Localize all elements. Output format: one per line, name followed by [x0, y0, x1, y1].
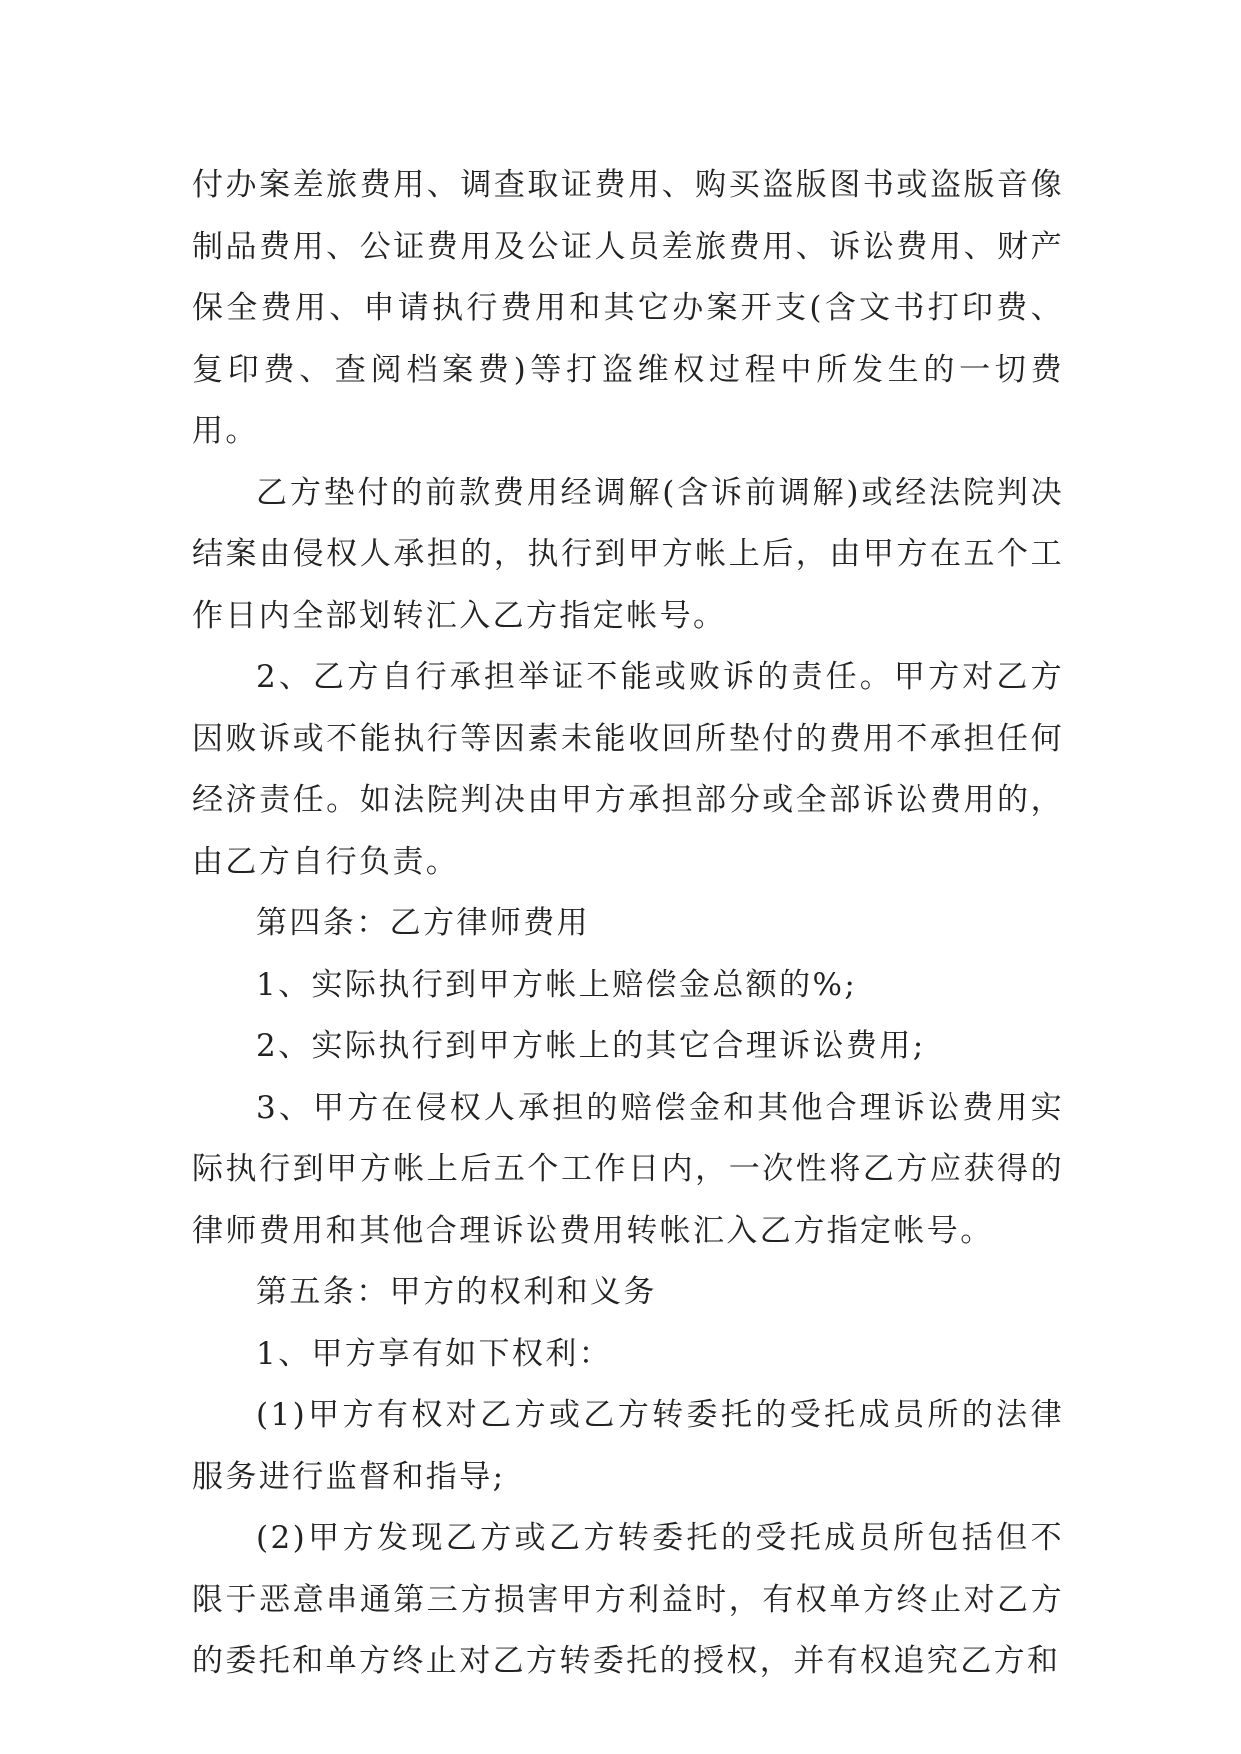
article-4-item-3: 3、甲方在侵权人承担的赔偿金和其他合理诉讼费用实际执行到甲方帐上后五个工作日内，一次性将乙方应获得的律师费用和其他合理诉讼费用转帐汇入乙方指定帐号。	[192, 1089, 1064, 1249]
paragraph-burden-of-proof: 2、乙方自行承担举证不能或败诉的责任。甲方对乙方因败诉或不能执行等因素未能收回所垫付的费用不承担任何经济责任。如法院判决由甲方承担部分或全部诉讼费用的，由乙方自行负责。	[192, 659, 1064, 880]
article-4-heading: 第四条：乙方律师费用	[256, 905, 590, 941]
article-5-heading: 第五条：甲方的权利和义务	[256, 1274, 657, 1310]
article-5-subitem-1: (1)甲方有权对乙方或乙方转委托的受托成员所的法律服务进行监督和指导;	[192, 1397, 1064, 1495]
article-4-item-1: 1、实际执行到甲方帐上赔偿金总额的%;	[256, 966, 858, 1003]
document-body	[192, 155, 1064, 1693]
paragraph-advance-reimbursement: 乙方垫付的前款费用经调解(含诉前调解)或经法院判决结案由侵权人承担的，执行到甲方帐上后，由甲方在五个工作日内全部划转汇入乙方指定帐号。	[192, 474, 1064, 634]
article-4-item-2: 2、实际执行到甲方帐上的其它合理诉讼费用;	[256, 1028, 926, 1064]
paragraph-expense-list: 付办案差旅费用、调查取证费用、购买盗版图书或盗版音像制品费用、公证费用及公证人员差旅费用、诉讼费用、财产保全费用、申请执行费用和其它办案开支(含文书打印费、复印费、查阅档案费)等打盗维权过程中所发生的一切费用。	[192, 167, 1064, 449]
article-5-subitem-2: (2)甲方发现乙方或乙方转委托的受托成员所包括但不限于恶意串通第三方损害甲方利益时，有权单方终止对乙方的委托和单方终止对乙方转委托的授权，并有权追究乙方和	[192, 1520, 1064, 1679]
article-5-item-1: 1、甲方享有如下权利：	[256, 1335, 613, 1372]
